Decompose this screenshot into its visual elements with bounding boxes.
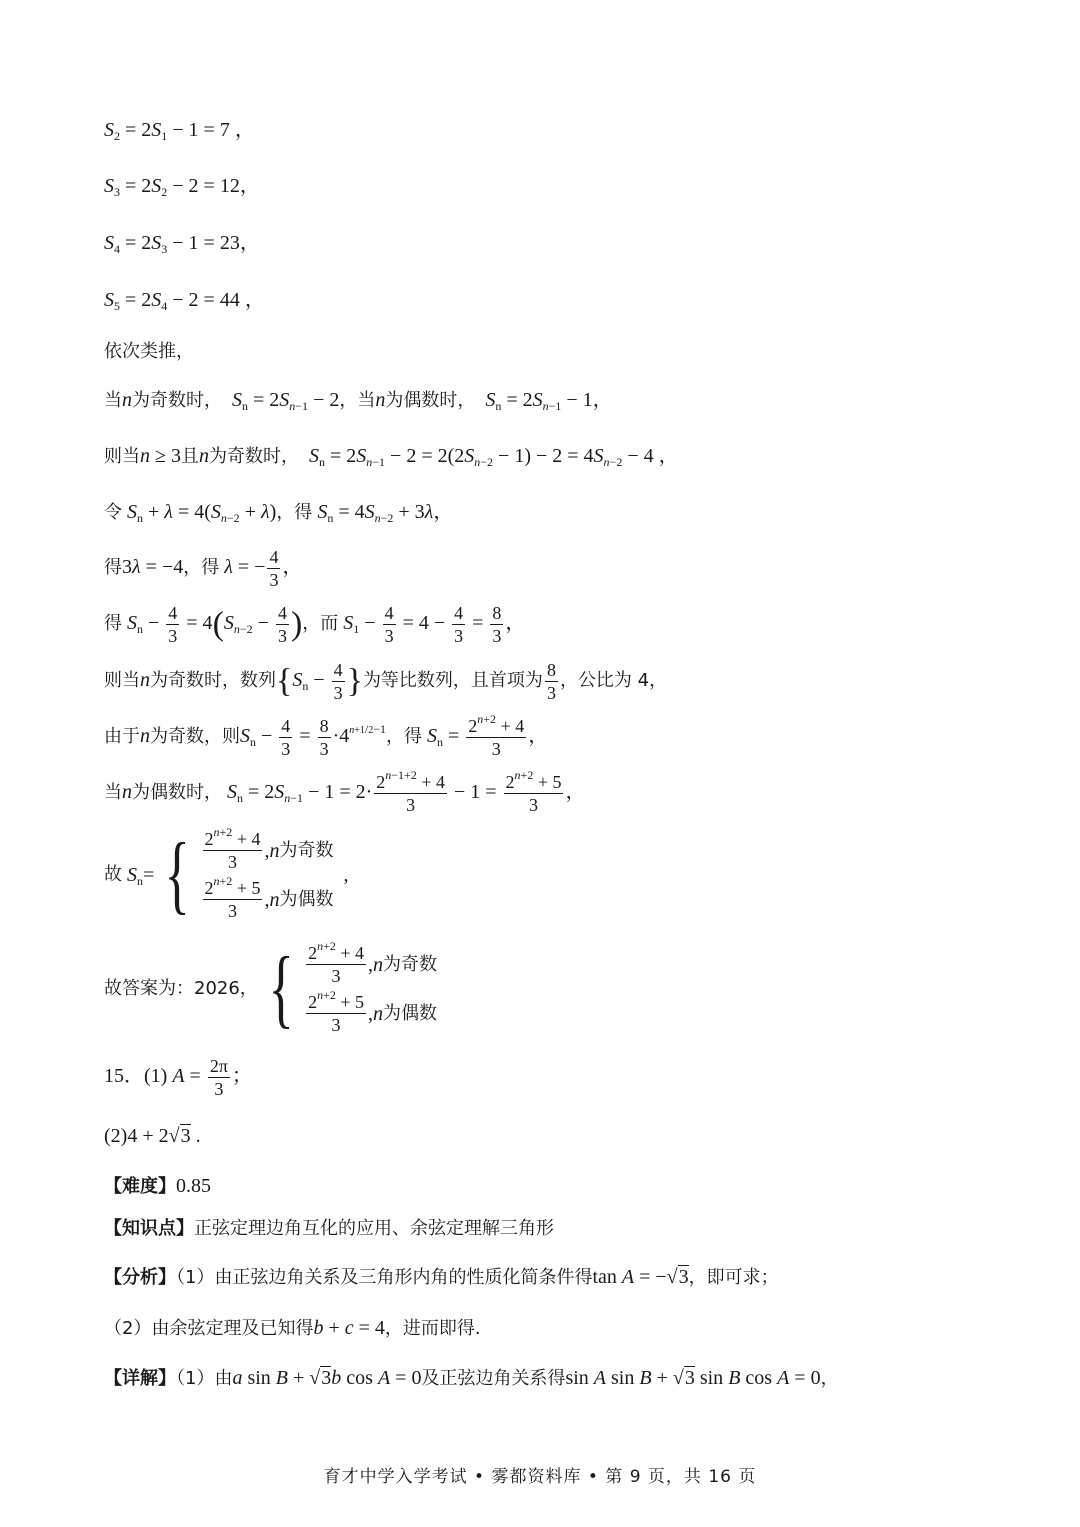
q15-part1: 15．(1) A = $\frac{2\pi}{3}$ ；: [104, 1056, 252, 1099]
q15-part2: (2)4 + 2√3 .: [104, 1125, 201, 1147]
difficulty: 【难度】0.85: [104, 1175, 211, 1197]
line-even-result: 当n为偶数时， $S_n = 2S_{n-1} - 1 = 2\cdot$ $\frac{2^{n-1+2} + 4}{3}$ − 1 = $\frac{2^{n+2} + 5}{3}$ ，: [104, 768, 586, 815]
line-n-ge-3: 则当n ≥ 3且n为奇数时， $S_n = 2S_{n-1} - 2 = 2(2S_{n-2} - 1) - 2 = 4S_{n-2} - 4$ ，: [104, 445, 679, 469]
eq-s3: $S_3 = 2S_2 - 2 = 12$，: [104, 175, 260, 199]
eq-s5: $S_5 = 2S_4 - 2 = 44$ ，: [104, 289, 265, 313]
text-yici: 依次类推，: [104, 341, 194, 362]
eq-s2: $S_2 = 2S_1 - 1 = 7$ ，: [104, 119, 255, 143]
line-odd-result: 由于n为奇数，则$S_n$ − $\frac{4}{3}$ = $\frac{8}{3}$ $\cdot 4^{n+1/2-1}$，得 $S_n$ = $\frac{2^{n+2} + 4}{3}$ ，: [104, 712, 549, 759]
analysis-2: （2）由余弦定理及已知得b + c = 4，进而即得.: [104, 1317, 481, 1339]
analysis-1: 【分析】（1）由正弦边角关系及三角形内角的性质化简条件得tan A = −√3，即可求；: [104, 1266, 779, 1288]
line-geometric-form: 得 $S_n$ − $\frac{4}{3}$ = $4(S_{n-2}$ − $\frac{4}{3}$ )，而 $S_1$ − $\frac{4}{3}$ = 4 − $\frac{4}{3}$ = $\frac{8}{3}$ ，: [104, 603, 526, 646]
line-lambda: 令 $S_n + \lambda = 4(S_{n-2} + \lambda)$，得 $S_n = 4S_{n-2} + 3\lambda$，: [104, 501, 454, 525]
page-footer: 育才中学入学考试 • 雾都资料库 • 第 9 页，共 16 页: [323, 1467, 757, 1487]
detail-1: 【详解】（1）由a sin B + √3b cos A = 0及正弦边角关系得sin A sin B + √3 sin B cos A = 0，: [104, 1367, 839, 1389]
line-sequence: 则当n为奇数时，数列{$S_n$ − $\frac{4}{3}$ }为等比数列，且首项为 $\frac{8}{3}$ ，公比为 4，: [104, 660, 668, 703]
line-3lambda: 得3λ = −4，得 λ = − $\frac{4}{3}$ ，: [104, 547, 303, 590]
line-answer: 故答案为：2026， { $\frac{2^{n+2} + 4}{3}$ , n 为奇数 $\frac{2^{n+2} + 5}{3}$ , n 为偶数: [104, 939, 437, 1037]
line-odd-even: 当n为奇数时， $S_n = 2S_{n-1} - 2$，当n为偶数时， $S_n = 2S_{n-1} - 1$，: [104, 389, 613, 413]
eq-s4: $S_4 = 2S_3 - 1 = 23$，: [104, 232, 260, 256]
line-piecewise: 故 $S_n$ = { $\frac{2^{n+2} + 4}{3}$ , n 为奇数 $\frac{2^{n+2} + 5}{3}$ , n 为偶数 ,: [104, 825, 349, 923]
knowledge-points: 【知识点】正弦定理边角互化的应用、余弦定理解三角形: [104, 1218, 554, 1239]
